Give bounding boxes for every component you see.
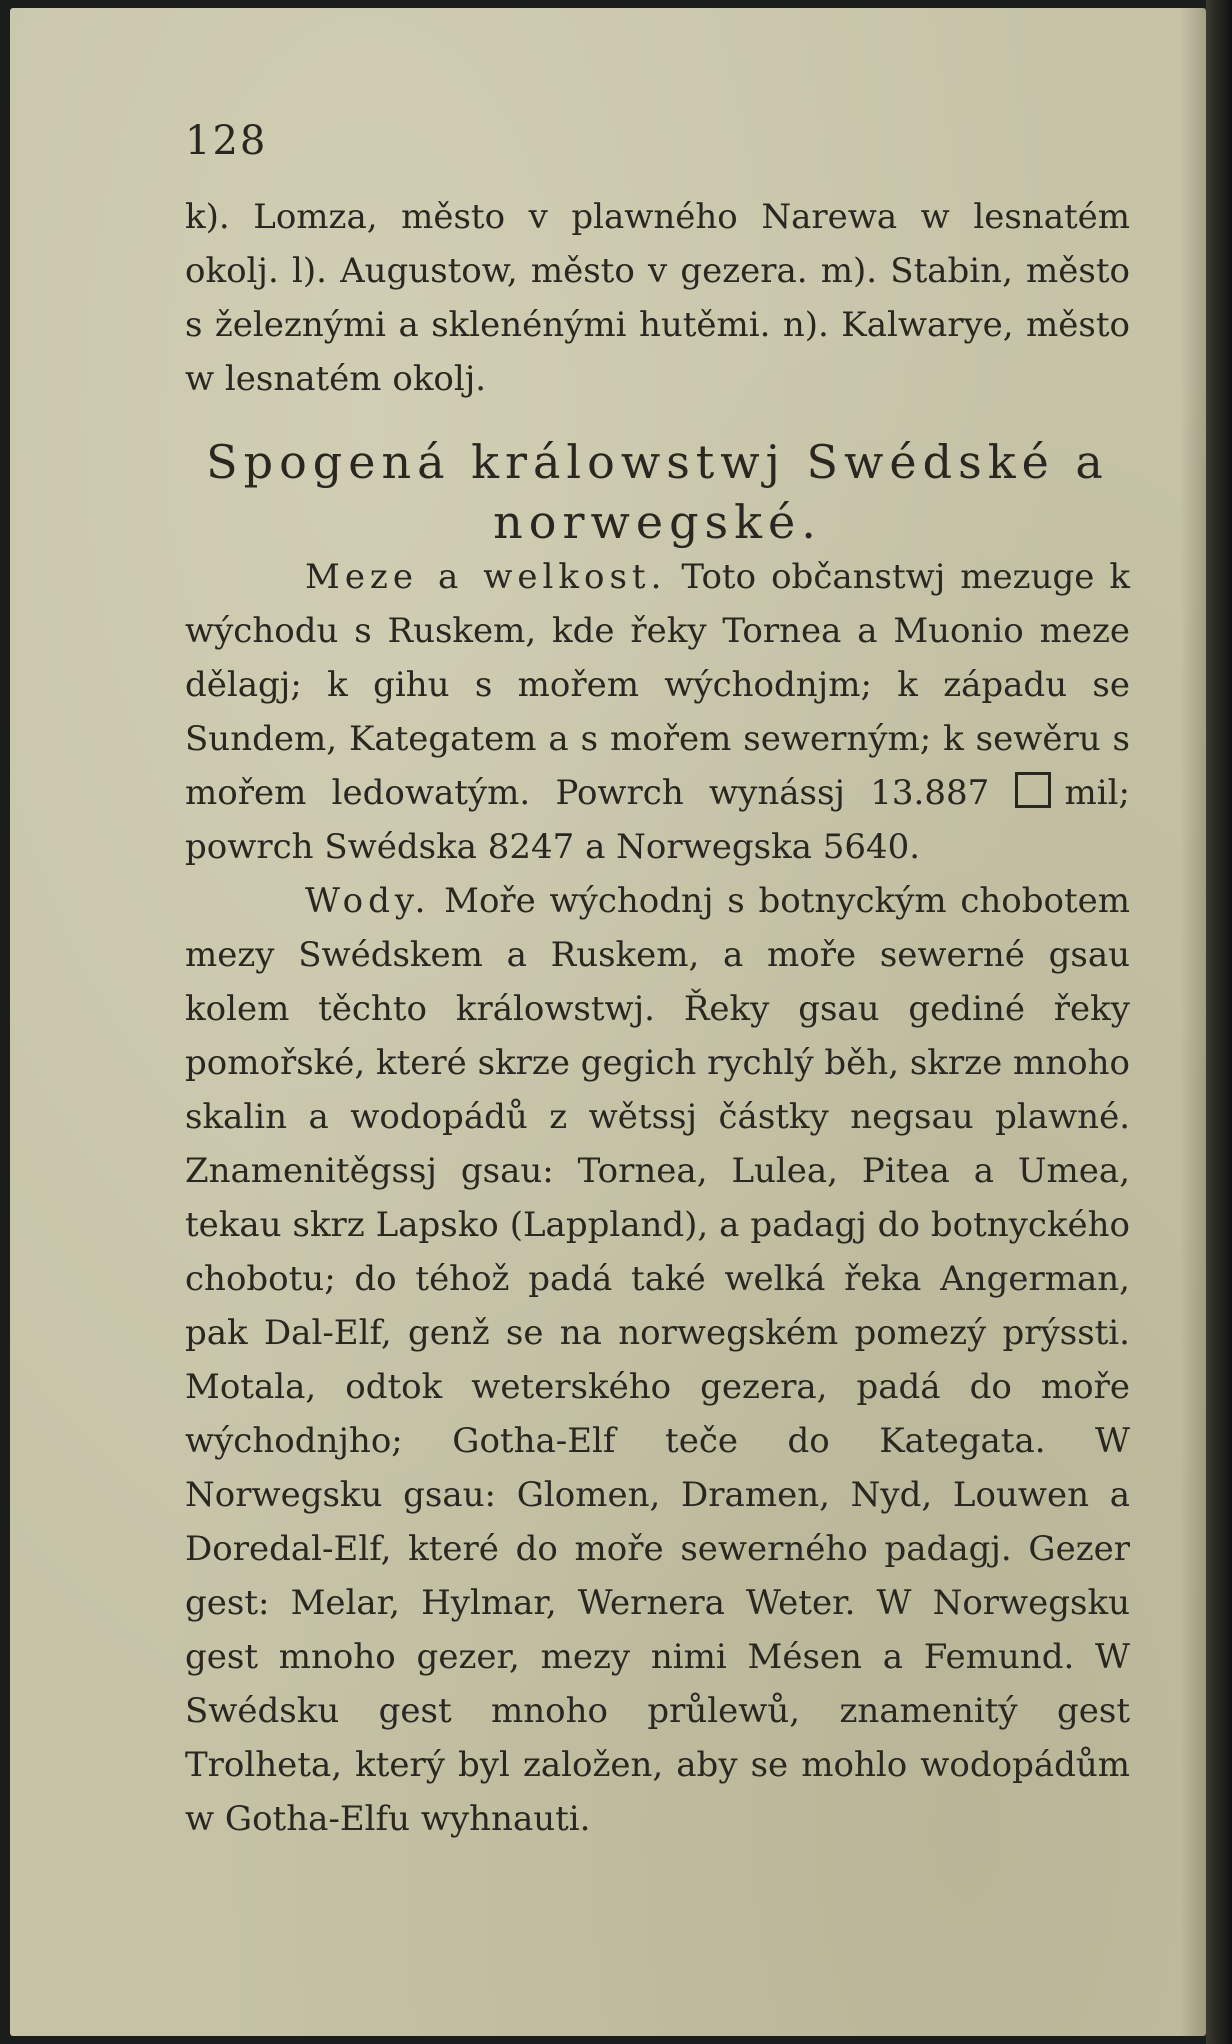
square-mile-icon [1015, 772, 1051, 808]
paragraph-borders-size [185, 550, 1130, 874]
page-number: 128 [185, 118, 268, 164]
section-heading [185, 432, 1130, 552]
paragraph-text: k). Lomza, město v plawného Narewa w lesnatém okolj. l). Augustow, město v gezera. m). Stabin, město s železnými a sklenénými hutěmi. n). Kalwarye, město w lesnatém okolj. [185, 197, 1130, 399]
book-edge [1206, 0, 1232, 2044]
paragraph-place-list [185, 190, 1130, 406]
book-page [10, 8, 1206, 2036]
paragraph-text: Moře wýchodnj s botnyckým chobotem mezy Swédskem a Ruskem, a moře sewerné gsau kolem těchto králowstwj. Řeky gsau gediné řeky pomořské, které skrze gegich rychlý běh, skrze mnoho skalin a wodopádů z wětssj částky negsau plawné. Znamenitěgssj gsau: Tornea, Lulea, Pitea a Umea, tekau skrz Lapsko (Lappland), a padagj do botnyckého chobotu; do téhož padá také welká řeka Angerman, pak Dal-Elf, genž se na norwegském pomezý prýssti. Motala, odtok weterského gezera, padá do moře wýchodnjho; Gotha-Elf teče do Kategata. W Norwegsku gsau: Glomen, Dramen, Nyd, Louwen a Doredal-Elf, které do moře sewerného padagj. Gezer gest: Melar, Hylmar, Wernera Weter. W Norwegsku gest mnoho gezer, mezy nimi Mésen a Femund. W Swédsku gest mnoho průlewů, znamenitý gest Trolheta, který byl založen, aby se mohlo wodopádům w Gotha-Elfu wyhnauti. [185, 881, 1130, 1839]
paragraph-text-before-box: Toto občanstwj mezuge k wýchodu s Ruskem, kde řeky Tornea a Muonio meze dělagj; k gihu s mořem wýchodnjm; k západu se Sundem, Kategatem a s mořem sewerným; k sewěru s mořem ledowatým. Powrch wynássj 13.887 [185, 557, 1130, 813]
paragraph-lead: Wody. [305, 881, 431, 921]
heading-line-1: Spogená králowstwj Swédské a [206, 435, 1109, 489]
heading-line-2: norwegské. [493, 495, 822, 549]
paragraph-waters [185, 874, 1130, 1846]
paragraph-lead: Meze a welkost. [305, 557, 667, 597]
paragraph-text-after-box: mil; powrch Swédska 8247 a Norwegska 5640. [185, 773, 1130, 867]
